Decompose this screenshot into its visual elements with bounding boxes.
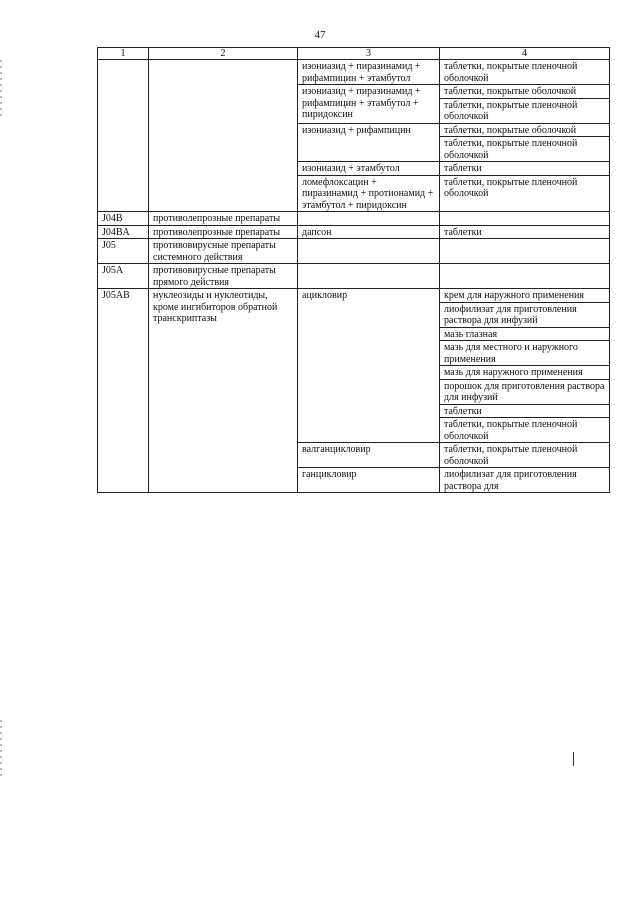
atc-code-cell: J05 [98, 239, 149, 264]
dosage-form: лиофилизат для приготовления раствора для инфузий [440, 302, 609, 327]
drug-name-cell: ацикловир [298, 289, 440, 443]
dosage-form: порошок для приготовления раствора для инфузий [440, 379, 609, 404]
drug-name-cell [298, 239, 440, 264]
dosage-forms-cell [440, 123, 610, 162]
dosage-form [440, 212, 609, 224]
drug-name-cell: изониазид + пиразинамид + рифампицин + этамбутол [298, 60, 440, 85]
dosage-form: таблетки, покрытые пленочной оболочкой [444, 61, 578, 84]
dosage-forms-cell [440, 239, 610, 264]
dosage-form: таблетки [444, 163, 482, 174]
table-body [98, 60, 610, 493]
dosage-forms-cell [440, 289, 610, 443]
drug-name-cell: изониазид + рифампицин [298, 123, 440, 162]
header-col-2: 2 [149, 48, 298, 60]
margin-artifact [0, 720, 2, 780]
atc-code-cell [98, 60, 149, 212]
dosage-forms-cell [440, 443, 610, 468]
header-col-1: 1 [98, 48, 149, 60]
dosage-form: таблетки, покрытые пленочной оболочкой [440, 98, 609, 123]
table-row [98, 264, 610, 289]
dosage-forms-cell [440, 225, 610, 239]
dosage-form: таблетки, покрытые пленочной оболочкой [440, 417, 609, 442]
dosage-forms-cell [440, 212, 610, 226]
dosage-forms-cell [440, 175, 610, 212]
scan-mark [573, 752, 574, 766]
dosage-form: таблетки [444, 226, 482, 238]
dosage-form: лиофилизат для приготовления раствора для [444, 469, 577, 492]
dosage-form [440, 239, 609, 251]
anatomical-group-cell [149, 60, 298, 212]
dosage-forms-cell [440, 468, 610, 493]
dosage-form: таблетки, покрытые пленочной оболочкой [444, 444, 578, 467]
dosage-form: таблетки, покрытые пленочной оболочкой [444, 176, 578, 199]
table-row [98, 212, 610, 226]
dosage-form: крем для наружного применения [444, 290, 585, 301]
header-row [98, 48, 610, 60]
table-row [98, 289, 610, 443]
dosage-forms-cell [440, 264, 610, 289]
anatomical-group-cell: противолепрозные препараты [149, 212, 298, 226]
dosage-forms-cell [440, 85, 610, 124]
drug-name-cell: ганцикловир [298, 468, 440, 493]
atc-code-cell: J04BA [98, 225, 149, 239]
drug-name-cell: изониазид + этамбутол [298, 162, 440, 176]
dosage-form: таблетки [440, 404, 609, 418]
drug-name-cell: ломефлоксацин + пиразинамид + протионамид + этамбутол + пиридоксин [298, 175, 440, 212]
page-number: 47 [314, 29, 326, 41]
drug-name-cell [298, 212, 440, 226]
drug-name-cell [298, 264, 440, 289]
dosage-form: мазь для наружного применения [440, 365, 609, 379]
dosage-form: мазь глазная [440, 327, 609, 341]
dosage-form: таблетки, покрытые оболочкой [444, 86, 577, 97]
table-row [98, 60, 610, 85]
drug-table [97, 47, 610, 493]
drug-name-cell: изониазид + пиразинамид + рифампицин + этамбутол + пиридоксин [298, 85, 440, 124]
drug-name-cell: дапсон [298, 225, 440, 239]
anatomical-group-cell: противолепрозные препараты [149, 225, 298, 239]
dosage-forms-cell [440, 60, 610, 85]
dosage-form: мазь для местного и наружного применения [440, 340, 609, 365]
anatomical-group-cell: противовирусные препараты системного действия [149, 239, 298, 264]
dosage-form: таблетки, покрытые оболочкой [444, 124, 577, 136]
anatomical-group-cell: нуклеозиды и нуклеотиды, кроме ингибиторов обратной транскриптазы [149, 289, 298, 493]
table-row [98, 239, 610, 264]
header-col-4: 4 [440, 48, 610, 60]
anatomical-group-cell: противовирусные препараты прямого действия [149, 264, 298, 289]
atc-code-cell: J04B [98, 212, 149, 226]
dosage-form [440, 264, 609, 276]
margin-artifact [0, 60, 2, 120]
atc-code-cell: J05AB [98, 289, 149, 493]
table-row [98, 225, 610, 239]
header-col-3: 3 [298, 48, 440, 60]
dosage-forms-cell [440, 162, 610, 176]
drug-name-cell: валганцикловир [298, 443, 440, 468]
dosage-form: таблетки, покрытые пленочной оболочкой [440, 136, 609, 161]
atc-code-cell: J05A [98, 264, 149, 289]
